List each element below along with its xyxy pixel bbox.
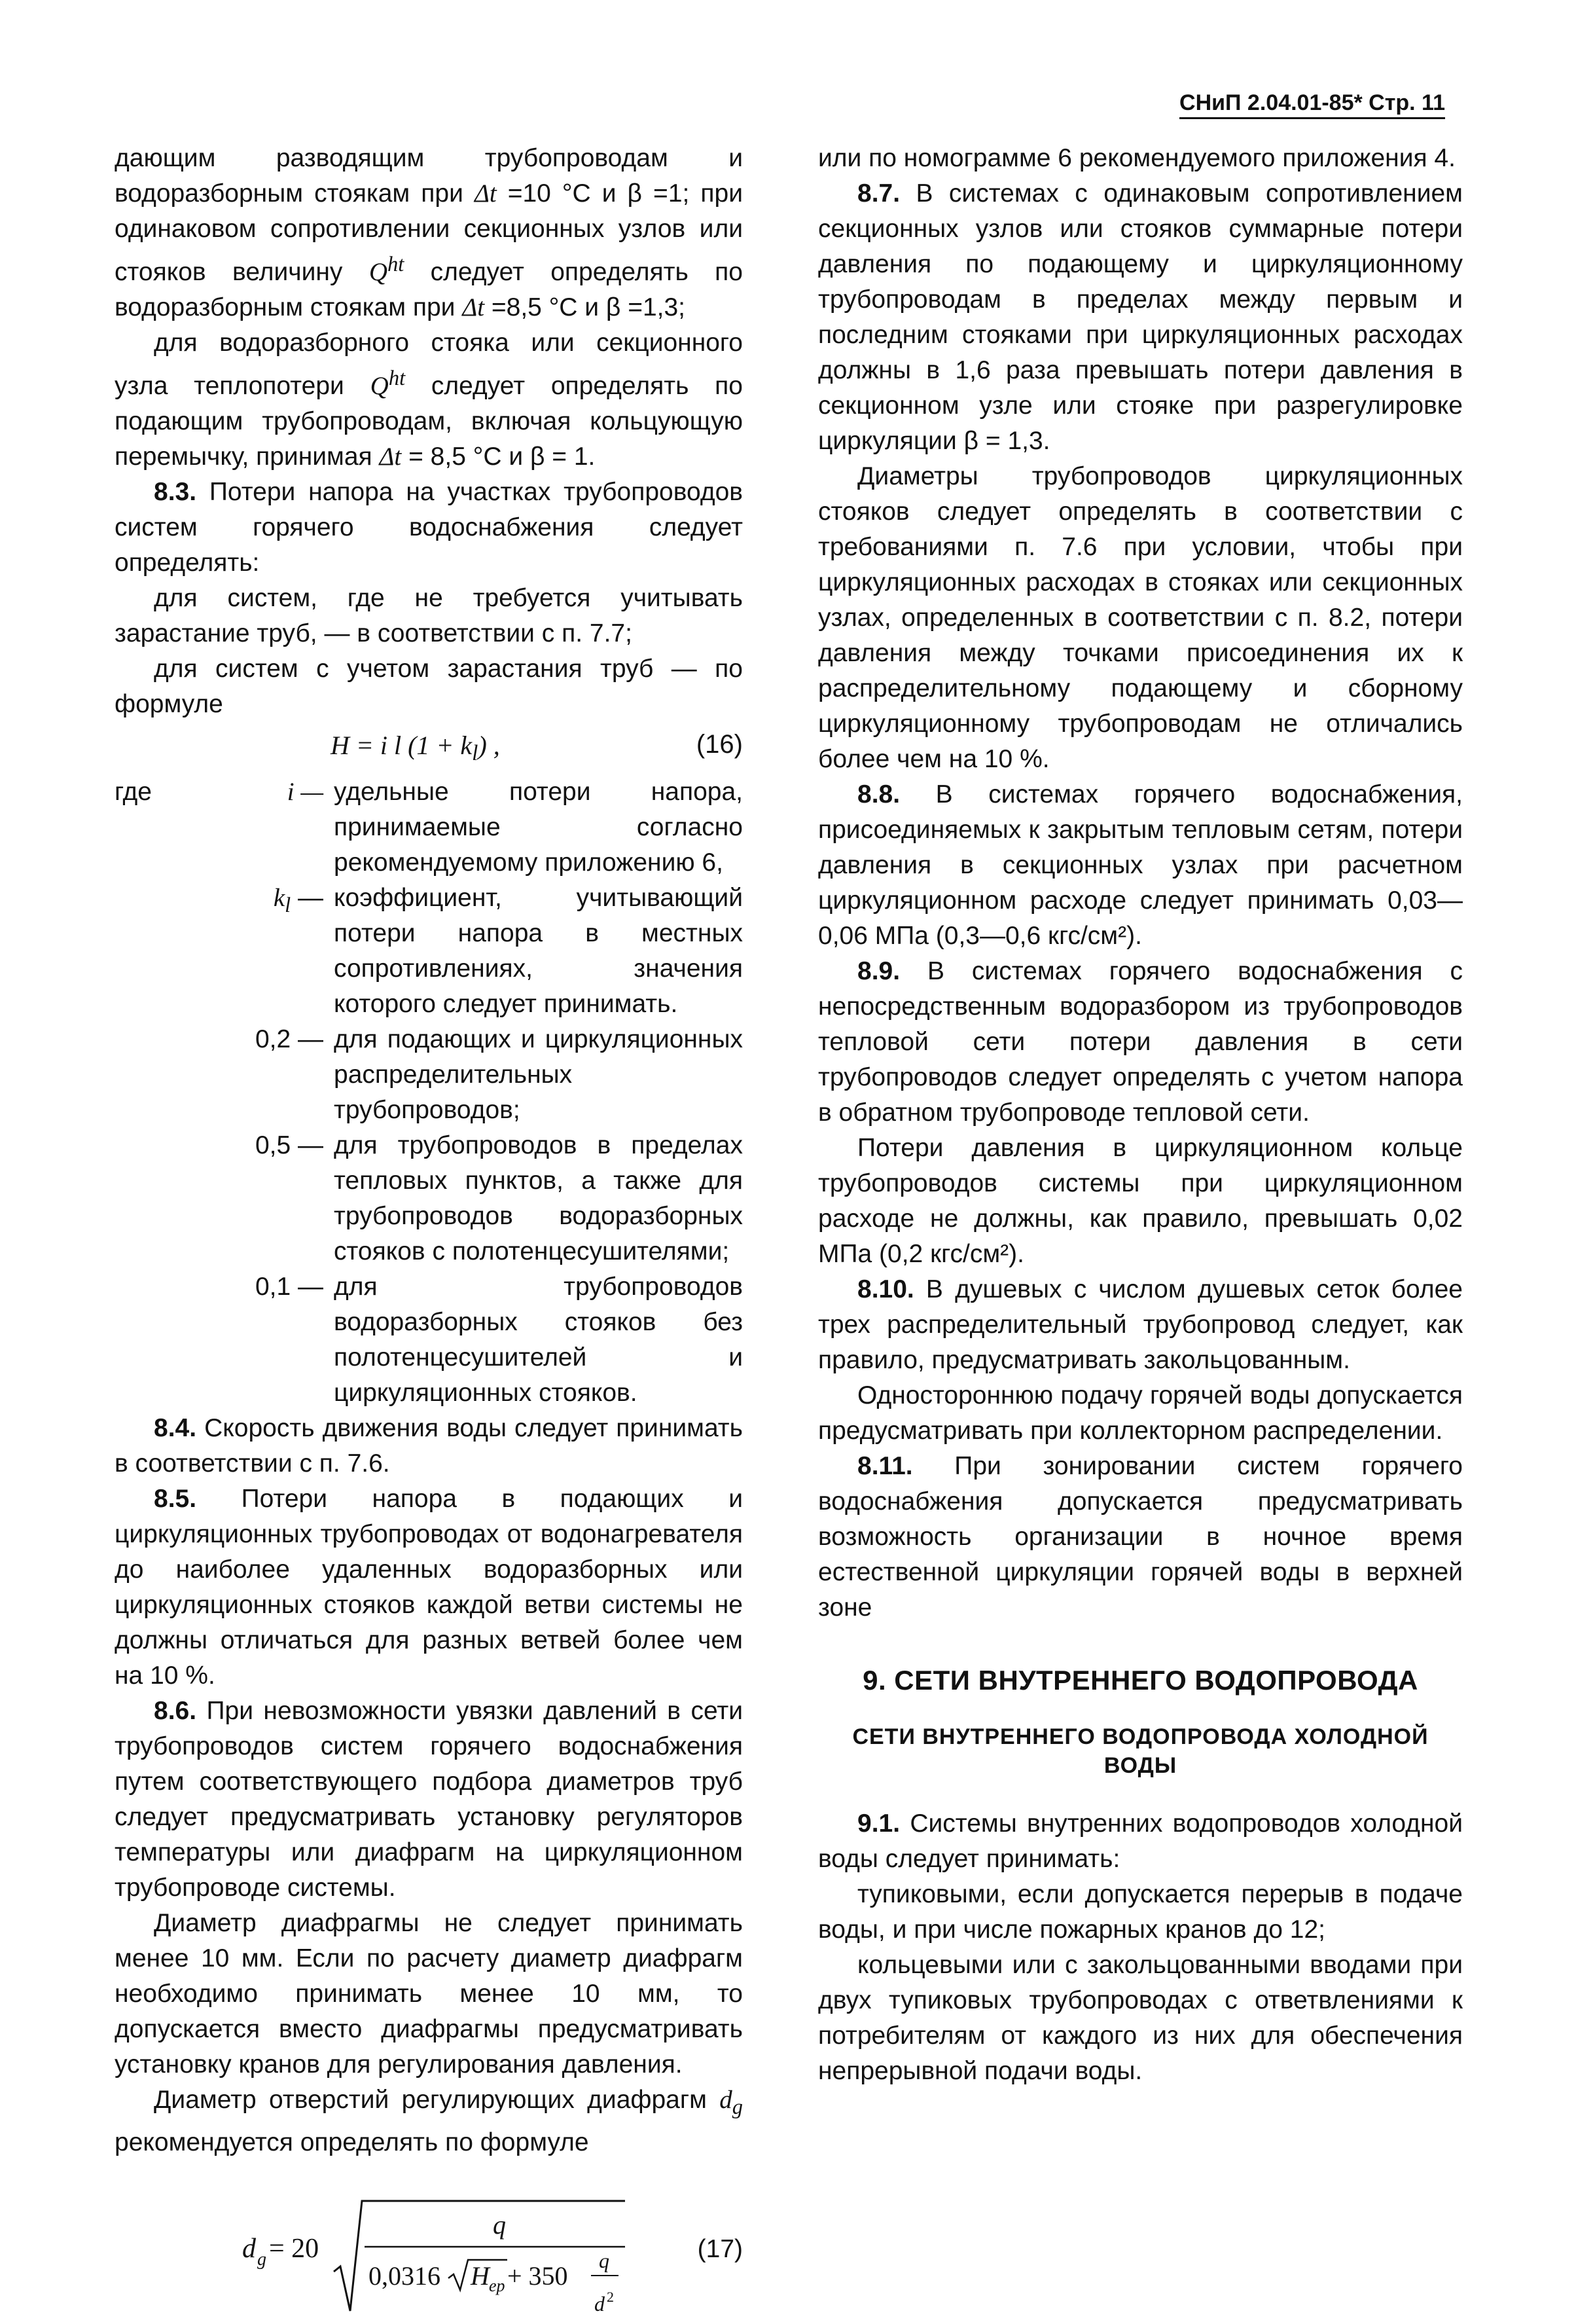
- clause-number: 8.6.: [154, 1697, 197, 1725]
- clause-8-11: [818, 1449, 1463, 1625]
- clause-text: Скорость движения воды следует принимать в соответствии с п. 7.6.: [115, 1414, 743, 1478]
- paragraph: [115, 2082, 743, 2160]
- text-run: =8,5 °С и β =1,3;: [484, 293, 686, 321]
- subsection-heading: СЕТИ ВНУТРЕННЕГО ВОДОПРОВОДА ХОЛОДНОЙ ВОДЫ: [852, 1724, 1429, 1778]
- paragraph: тупиковыми, если допускается перерыв в подаче воды, и при числе пожарных кранов до 12;: [818, 1880, 1463, 1944]
- definition-text: коэффициент, учитывающий потери напора в местных сопротивлениях, значения которого следует принимать.: [334, 884, 743, 1018]
- outer-root-sign: [334, 2201, 625, 2311]
- paragraph: Диаметр диафрагмы не следует принимать менее 10 мм. Если по расчету диаметр диафрагм необходимо принимать менее 10 мм, то допускается вместо диафрагмы предусматривать установку кранов для регулирования давления.: [115, 1909, 743, 2079]
- formula-16: [115, 730, 743, 771]
- clause-number: 8.3.: [154, 478, 197, 506]
- clause-number: 8.4.: [154, 1414, 197, 1442]
- definition-symbol: [187, 881, 334, 1022]
- math-q: Q: [370, 372, 389, 400]
- definitions-list: [115, 774, 743, 1411]
- clause-8-5: [115, 1481, 743, 1694]
- clause-8-10: [818, 1272, 1463, 1378]
- math-delta-t: Δt: [462, 293, 485, 321]
- running-head: СНиП 2.04.01-85* Стр. 11: [1179, 90, 1445, 119]
- clause-text: В душевых с числом душевых сеток более трех распределительный трубопровод следует, как правило, предусматривать закольцованным.: [818, 1275, 1463, 1374]
- paragraph: Одностороннюю подачу горячей воды допускается предусматривать при коллекторном распределении.: [818, 1381, 1463, 1445]
- formula-17: [115, 2187, 743, 2324]
- clause-text: Потери напора в подающих и циркуляционных трубопроводах от водонагревателя до наиболее удаленных водоразборных или циркуляционных стояков каждой ветви системы не должны отличаться для разных ветвей более чем на 10 %.: [115, 1485, 743, 1690]
- clause-8-7: [818, 176, 1463, 459]
- formula-text: ) ,: [478, 731, 500, 760]
- math-subscript: g: [732, 2095, 743, 2119]
- clause-8-3: [115, 475, 743, 581]
- math-q: Q: [368, 258, 387, 286]
- text-run: =10 °С и β =1; при одинаковом сопротивлении секционных узлов или стояков величину: [115, 179, 743, 286]
- paragraph: для систем с учетом зарастания труб — по формуле: [115, 655, 743, 718]
- definition-text: для трубопроводов в пределах тепловых пунктов, а также для трубопроводов водоразборных стояков с полотенцесушителями;: [334, 1131, 743, 1265]
- paragraph: кольцевыми или с закольцованными вводами при двух тупиковых трубопроводах с ответвлениями к потребителям от каждого из них для обеспечения непрерывной подачи воды.: [818, 1951, 1463, 2085]
- text-run: следует определять по водоразборным стоякам при: [115, 258, 743, 321]
- formula-den-350: + 350: [507, 2260, 568, 2291]
- paragraph: для систем, где не требуется учитывать зарастание труб, — в соответствии с п. 7.7;: [115, 584, 743, 647]
- where-label: где: [115, 778, 152, 806]
- definition-row: [115, 881, 743, 1022]
- formula-inner-exp: 2: [607, 2288, 614, 2305]
- clause-text: При зонировании систем горячего водоснабжения допускается предусматривать возможность организации в ночное время естественной циркуляции горячей воды в верхней зоне: [818, 1452, 1463, 1622]
- definition-text: для подающих и циркуляционных распределительных трубопроводов;: [334, 1025, 743, 1124]
- math-superscript: ht: [387, 253, 404, 276]
- clause-8-4: [115, 1411, 743, 1481]
- section-heading: 9. СЕТИ ВНУТРЕННЕГО ВОДОПРОВОДА: [863, 1665, 1418, 1696]
- definition-text: для трубопроводов водоразборных стояков без полотенцесушителей и циркуляционных стояков.: [334, 1273, 743, 1407]
- clause-number: 8.10.: [857, 1275, 914, 1303]
- definition-row: [115, 1269, 743, 1411]
- clause-text: В системах горячего водоснабжения, присоединяемых к закрытым тепловым сетям, потери давления в секционных узлах при расчетном циркуляционном расходе следует принимать 0,03—0,06 МПа (0,3—0,6 кгс/см²).: [818, 780, 1463, 950]
- formula-den-constant: 0,0316: [368, 2260, 440, 2291]
- formula-subscript: l: [472, 741, 478, 765]
- clause-number: 8.9.: [857, 957, 901, 985]
- text-run: следует определять по подающим трубопроводам, включая кольцующую перемычку, принимая: [115, 372, 743, 471]
- left-column: [115, 141, 743, 2324]
- clause-number: 8.8.: [857, 780, 901, 808]
- definition-row: [115, 774, 743, 881]
- paragraph: Потери давления в циркуляционном кольце трубопроводов системы при циркуляционном расходе не должны, как правило, превышать 0,02 МПа (0,2 кгс/см²).: [818, 1134, 1463, 1268]
- clause-text: Потери напора на участках трубопроводов систем горячего водоснабжения следует определять:: [115, 478, 743, 577]
- definition-row: [115, 1022, 743, 1128]
- formula-den-h-sub: ep: [489, 2276, 505, 2295]
- clause-number: 8.7.: [857, 179, 901, 208]
- clause-text: При невозможности увязки давлений в сети трубопроводов систем горячего водоснабжения путем соответствующего подбора диаметров труб следует предусматривать установку регуляторов температуры или диафрагм на циркуляционном трубопроводе системы.: [115, 1697, 743, 1902]
- formula-lhs-sub: g: [257, 2249, 266, 2270]
- math-delta-t: Δt: [379, 443, 402, 471]
- formula-number: (16): [696, 730, 743, 759]
- paragraph: [115, 325, 743, 475]
- definition-value: 0,2 —: [255, 1025, 323, 1053]
- clause-9-1: [818, 1806, 1463, 1877]
- math-delta-t: Δt: [474, 179, 497, 208]
- text-run: = 8,5 °С и β = 1.: [401, 443, 596, 471]
- paragraph-continuation: или по номограмме 6 рекомендуемого приложения 4.: [818, 144, 1456, 172]
- definition-row: [115, 1128, 743, 1269]
- math-d: d: [719, 2086, 732, 2114]
- formula-16-expression: [331, 730, 500, 766]
- definition-value: 0,1 —: [255, 1273, 323, 1301]
- formula-coefficient: = 20: [269, 2233, 319, 2264]
- formula-numerator: q: [493, 2209, 506, 2240]
- right-column: [818, 141, 1463, 2089]
- formula-den-h: H: [471, 2260, 490, 2291]
- clause-number: 8.5.: [154, 1485, 197, 1513]
- formula-lhs: d: [242, 2233, 256, 2264]
- clause-number: 9.1.: [857, 1809, 901, 1838]
- math-k: k: [273, 884, 285, 912]
- definition-value: 0,5 —: [255, 1131, 323, 1159]
- formula-inner-num: q: [599, 2248, 609, 2272]
- clause-text: Системы внутренних водопроводов холодной воды следует принимать:: [818, 1809, 1463, 1873]
- formula-number: (17): [697, 2234, 743, 2263]
- dash: —: [291, 884, 323, 912]
- math-superscript: ht: [388, 367, 406, 390]
- clause-8-8: [818, 777, 1463, 954]
- formula-inner-den: d: [594, 2291, 605, 2315]
- clause-text: В системах горячего водоснабжения с непосредственным водоразбором из трубопроводов тепловой сети потери давления в сети трубопроводов следует определять с учетом напора в обратном трубопроводе тепловой сети.: [818, 957, 1463, 1127]
- definition-text: удельные потери напора, принимаемые согласно рекомендуемому приложению 6,: [334, 778, 743, 877]
- definition-symbol: i —: [287, 778, 323, 806]
- clause-8-6: [115, 1694, 743, 1906]
- text-run: дающим разводящим трубопроводам и водоразборным стоякам при: [115, 144, 743, 208]
- paragraph: Диаметры трубопроводов циркуляционных стояков следует определять в соответствии с требованиями п. 7.6 при условии, чтобы при циркуляционных расходах в стояках или секционных узлах, определенных в соответствии с п. 8.2, потери давления между точками присоединения их к распределительному подающему и сборному циркуляционному трубопроводам не отличались более чем на 10 %.: [818, 462, 1463, 773]
- clause-number: 8.11.: [857, 1452, 913, 1480]
- clause-text: В системах с одинаковым сопротивлением секционных узлов или стояков суммарные потери давления по подающему и циркуляционному трубопроводам в пределах между первым и последним стояками при циркуляционных расходах должны в 1,6 раза превышать потери давления в секционном узле или стояке при разрегулировке циркуляции β = 1,3.: [818, 179, 1463, 455]
- paragraph-continuation: [115, 141, 743, 325]
- math-subscript: l: [285, 893, 291, 917]
- clause-8-9: [818, 954, 1463, 1131]
- text-run: для водоразборного стояка или секционного узла теплопотери: [115, 329, 743, 400]
- formula-text: H = i l (1 + k: [331, 731, 473, 760]
- text-run: Диаметр отверстий регулирующих диафрагм: [154, 2086, 720, 2114]
- formula-17-svg: [115, 2187, 743, 2324]
- text-run: рекомендуется определять по формуле: [115, 2128, 589, 2156]
